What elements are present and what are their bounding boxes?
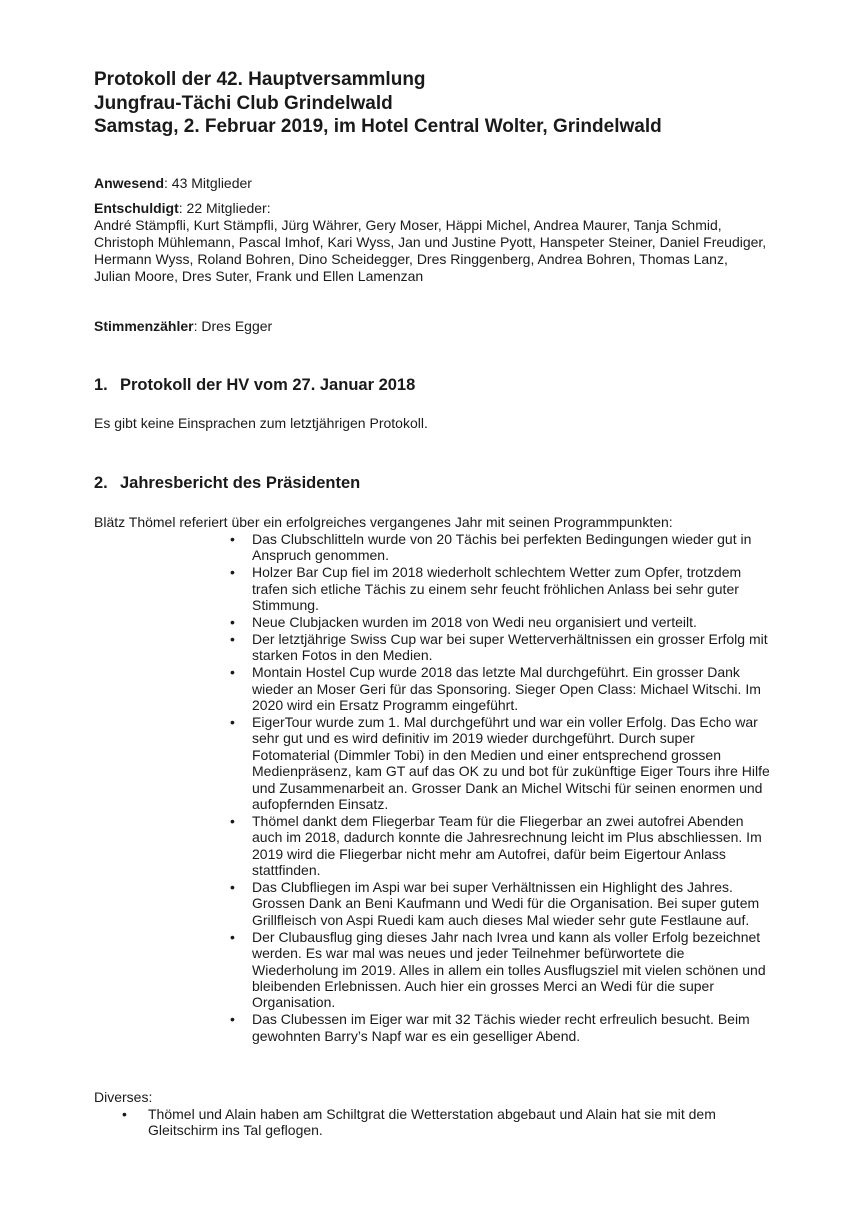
title-line-3: Samstag, 2. Februar 2019, im Hotel Central Wolter, Grindelwald bbox=[94, 116, 662, 137]
list-item-line: Das Clubfliegen im Aspi war bei super Verhältnissen ein Highlight des Jahres. bbox=[252, 879, 733, 896]
teller-label: Stimmenzähler bbox=[94, 318, 194, 334]
list-item-line: aufopfernden Einsatz. bbox=[252, 796, 389, 812]
list-item-line: Thömel dankt dem Fliegerbar Team für die Fliegerbar an zwei autofrei Abenden bbox=[252, 812, 744, 829]
list-item-line: bleibenden Erlebnissen. Auch hier ein grosses Merci an Wedi für die super bbox=[252, 977, 714, 994]
list-item bbox=[122, 1106, 822, 1139]
section-1-number: 1. bbox=[94, 376, 108, 394]
diverses-label: Diverses: bbox=[94, 1089, 153, 1105]
list-item-line: Thömel und Alain haben am Schiltgrat die Wetterstation abgebaut und Alain hat sie mit dem bbox=[148, 1106, 716, 1122]
excused-label: Entschuldigt bbox=[94, 200, 179, 216]
list-item bbox=[230, 879, 810, 928]
title-line-1: Protokoll der 42. Hauptversammlung bbox=[94, 69, 426, 90]
list-item bbox=[230, 664, 810, 713]
bullet-icon: • bbox=[230, 630, 235, 647]
list-item bbox=[230, 813, 810, 879]
list-item-line: Das Clubessen im Eiger war mit 32 Tächis wieder recht erfreulich besucht. Beim bbox=[252, 1011, 750, 1028]
list-item bbox=[230, 614, 810, 630]
list-item-line: auch im 2018, dadurch konnte die Jahresrechnung leicht im Plus abschliessen. Im bbox=[252, 829, 762, 846]
list-item-line: Der Clubausflug ging dieses Jahr nach Ivrea und kann als voller Erfolg bezeichnet bbox=[252, 928, 761, 945]
list-item-line: Das Clubschlitteln wurde von 20 Tächis bei perfekten Bedingungen wieder gut in bbox=[252, 531, 752, 547]
bullet-icon: • bbox=[122, 1106, 127, 1122]
list-item-line: Neue Clubjacken wurden im 2018 von Wedi neu organisiert und verteilt. bbox=[252, 614, 697, 631]
present-label: Anwesend bbox=[94, 175, 165, 191]
list-item-line: Stimmung. bbox=[252, 597, 319, 614]
list-item-line: trafen sich etliche Tächis zu einem sehr feucht fröhlichen Anlass bei sehr guter bbox=[252, 580, 739, 597]
list-item-line: Wiederholung im 2019. Alles in allem ein tolles Ausflugsziel mit vielen schönen und bbox=[252, 961, 766, 978]
excused-names-line: Hermann Wyss, Roland Bohren, Dino Scheidegger, Dres Ringgenberg, Andrea Bohren, Thomas Lanz, bbox=[94, 251, 728, 267]
section-1-heading bbox=[94, 376, 415, 395]
list-item bbox=[230, 929, 810, 1011]
bullet-icon: • bbox=[230, 812, 235, 829]
title-line-2: Jungfrau-Tächi Club Grindelwald bbox=[94, 92, 393, 114]
present-value: : 43 Mitglieder bbox=[164, 175, 252, 191]
present-row bbox=[94, 175, 252, 192]
list-item bbox=[230, 631, 810, 664]
teller-value: : Dres Egger bbox=[193, 318, 273, 334]
excused-names-line: André Stämpfli, Kurt Stämpfli, Jürg Währer, Gery Moser, Häppi Michel, Andrea Maurer, Tanja Schmid, bbox=[94, 217, 722, 233]
section-2-number: 2. bbox=[94, 474, 108, 492]
list-item-line: stattfinden. bbox=[252, 862, 321, 879]
list-item-line: gewohnten Barry’s Napf war es ein geselliger Abend. bbox=[252, 1027, 581, 1044]
list-item-line: Anspruch genommen. bbox=[252, 547, 389, 564]
excused-value: : 22 Mitglieder: bbox=[178, 200, 271, 216]
bullet-icon: • bbox=[230, 664, 235, 681]
teller-row bbox=[94, 318, 272, 335]
list-item-line: wieder an Moser Geri für das Sponsoring. Sieger Open Class: Michael Witschi. Im bbox=[252, 680, 761, 697]
list-item-line: Medienpräsenz, kam GT auf das OK zu und bot für zukünftige Eiger Tours ihre Hilfe bbox=[252, 763, 770, 780]
list-item bbox=[230, 714, 810, 812]
list-item-line: werden. Es war mal was neues und jeder Teilnehmer befürwortete die bbox=[252, 945, 685, 962]
excused-names-line: Christoph Mühlemann, Pascal Imhof, Kari Wyss, Jan und Justine Pyott, Hanspeter Steiner, Daniel Freudiger, bbox=[94, 234, 767, 250]
list-item-line: Holzer Bar Cup fiel im 2018 wiederholt schlechtem Wetter zum Opfer, trotzdem bbox=[252, 564, 742, 581]
list-item-line: Der letztjährige Swiss Cup war bei super Wetterverhältnissen ein grosser Erfolg mit bbox=[252, 630, 768, 647]
list-item-line: und Zusammenarbeit an. Grosser Dank an Michel Witschi für seinen enormen und bbox=[252, 779, 763, 796]
list-item-line: sehr gut und es wird definitiv im 2019 wieder durchgeführt. Durch super bbox=[252, 730, 695, 747]
list-item-line: Fotomaterial (Dimmler Tobi) in den Medien und einer entsprechend grossen bbox=[252, 746, 721, 763]
excused-names-line: Julian Moore, Dres Suter, Frank und Ellen Lamenzan bbox=[94, 268, 424, 284]
list-item bbox=[230, 564, 810, 613]
list-item-line: Gleitschirm ins Tal geflogen. bbox=[148, 1122, 323, 1139]
bullet-icon: • bbox=[230, 531, 235, 547]
list-item-line: Montain Hostel Cup wurde 2018 das letzte Mal durchgeführt. Ein grosser Dank bbox=[252, 664, 740, 681]
section-1-text: Es gibt keine Einsprachen zum letztjährigen Protokoll. bbox=[94, 415, 428, 431]
section-1-title: Protokoll der HV vom 27. Januar 2018 bbox=[120, 376, 416, 394]
section-2-intro: Blätz Thömel referiert über ein erfolgreiches vergangenes Jahr mit seinen Programmpunkten: bbox=[94, 514, 673, 530]
list-item-line: Grillfleisch von Aspi Ruedi kam auch dieses Mal wieder sehr gute Festlaune auf. bbox=[252, 911, 750, 928]
list-item-line: 2020 wird ein Ersatz Programm eingeführt. bbox=[252, 697, 519, 714]
diverses-bullet-list bbox=[122, 1106, 822, 1139]
bullet-icon: • bbox=[230, 928, 235, 945]
list-item-line: Grossen Dank an Beni Kaufmann und Wedi für die Organisation. Bei super gutem bbox=[252, 895, 760, 912]
report-bullet-list bbox=[230, 531, 810, 1045]
list-item-line: EigerTour wurde zum 1. Mal durchgeführt und war ein voller Erfolg. Das Echo war bbox=[252, 713, 758, 730]
section-2-title: Jahresbericht des Präsidenten bbox=[120, 474, 361, 492]
bullet-icon: • bbox=[230, 713, 235, 730]
bullet-icon: • bbox=[230, 614, 235, 631]
list-item-line: Organisation. bbox=[252, 994, 336, 1011]
list-item-line: starken Fotos in den Medien. bbox=[252, 647, 433, 664]
list-item bbox=[230, 1011, 810, 1044]
bullet-icon: • bbox=[230, 1011, 235, 1028]
document-title bbox=[94, 68, 834, 139]
list-item bbox=[230, 531, 810, 564]
excused-block bbox=[94, 200, 834, 285]
list-item-line: 2019 wird die Fliegerbar nicht mehr am Autofrei, dafür beim Eigertour Anlass bbox=[252, 845, 726, 862]
section-2-heading bbox=[94, 474, 360, 493]
bullet-icon: • bbox=[230, 564, 235, 581]
bullet-icon: • bbox=[230, 879, 235, 896]
